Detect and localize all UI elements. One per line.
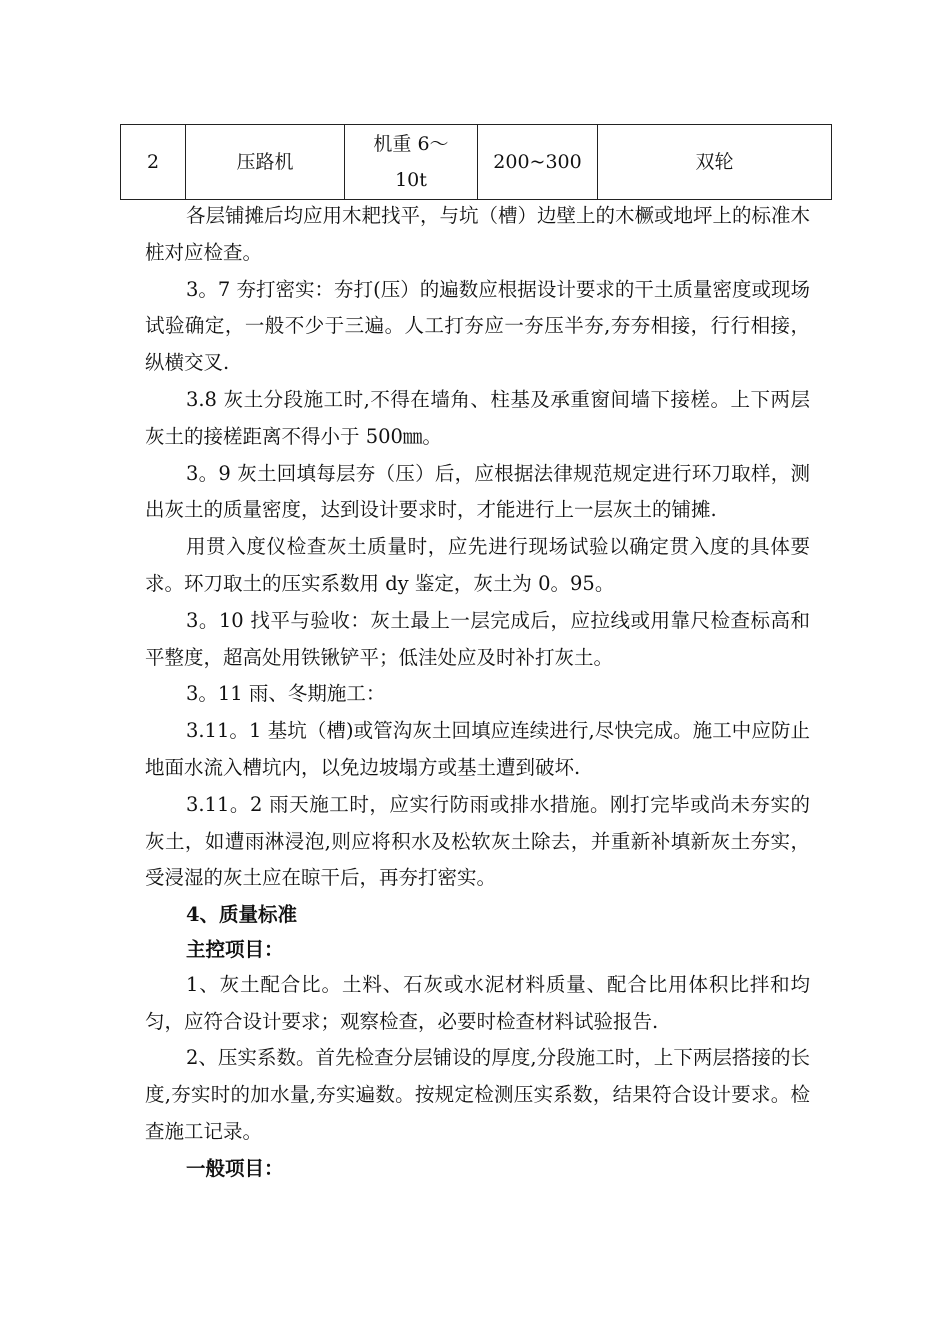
cell-number: 2 (121, 125, 186, 200)
main-control-item: 1、灰土配合比。土料、石灰或水泥材料质量、配合比用体积比拌和均匀，应符合设计要求；观察检查，必要时检查材料试验报告. (145, 972, 810, 1033)
machine-weight-line-2: 10t (395, 169, 427, 191)
subsection-heading-main-control: 主控项目： (185, 937, 284, 961)
document-body (145, 198, 810, 1188)
paragraph: 3。9 灰土回填每层夯（压）后，应根据法律规范规定进行环刀取样，测出灰土的质量密度，达到设计要求时，才能进行上一层灰土的铺摊. (145, 461, 810, 522)
paragraph: 3。7 夯打密实：夯打(压）的遍数应根据设计要求的干土质量密度或现场试验确定，一般不少于三遍。人工打夯应一夯压半夯,夯夯相接，行行相接，纵横交叉. (145, 277, 810, 375)
paragraph: 3.8 灰土分段施工时,不得在墙角、柱基及承重窗间墙下接槎。上下两层灰土的接槎距离不得小于 500㎜。 (145, 387, 810, 448)
main-control-item: 2、压实系数。首先检查分层铺设的厚度,分段施工时，上下两层搭接的长度,夯实时的加水量,夯实遍数。按规定检测压实系数，结果符合设计要求。检查施工记录。 (145, 1046, 810, 1143)
paragraph: 3。11 雨、冬期施工： (185, 682, 386, 706)
paragraph: 3。10 找平与验收：灰土最上一层完成后，应拉线或用靠尺检查标高和平整度，超高处用铁锹铲平；低洼处应及时补打灰土。 (145, 608, 810, 669)
paragraph: 用贯入度仪检查灰土质量时，应先进行现场试验以确定贯入度的具体要求。环刀取土的压实系数用 dy 鉴定，灰土为 0。95。 (145, 535, 810, 595)
table-row (121, 125, 832, 200)
cell-equipment-name: 压路机 (186, 125, 345, 200)
machine-weight-line-1: 机重 6～ (373, 133, 449, 155)
paragraph: 各层铺摊后均应用木耙找平，与坑（槽）边壁上的木橛或地坪上的标准木桩对应检查。 (145, 204, 810, 264)
cell-machine-weight (345, 125, 478, 200)
cell-layer-thickness: 200~300 (478, 125, 598, 200)
subsection-heading-general: 一般项目： (185, 1156, 284, 1180)
cell-note: 双轮 (598, 125, 832, 200)
section-heading: 4、质量标准 (185, 903, 298, 927)
equipment-table (120, 124, 832, 200)
paragraph: 3.11。1 基坑（槽)或管沟灰土回填应连续进行,尽快完成。施工中应防止地面水流入槽坑内，以免边坡塌方或基土遭到破坏. (145, 719, 810, 779)
paragraph: 3.11。2 雨天施工时，应实行防雨或排水措施。刚打完毕或尚未夯实的灰土，如遭雨淋浸泡,则应将积水及松软灰土除去，并重新补填新灰土夯实，受浸湿的灰土应在晾干后，再夯打密实。 (145, 792, 810, 890)
